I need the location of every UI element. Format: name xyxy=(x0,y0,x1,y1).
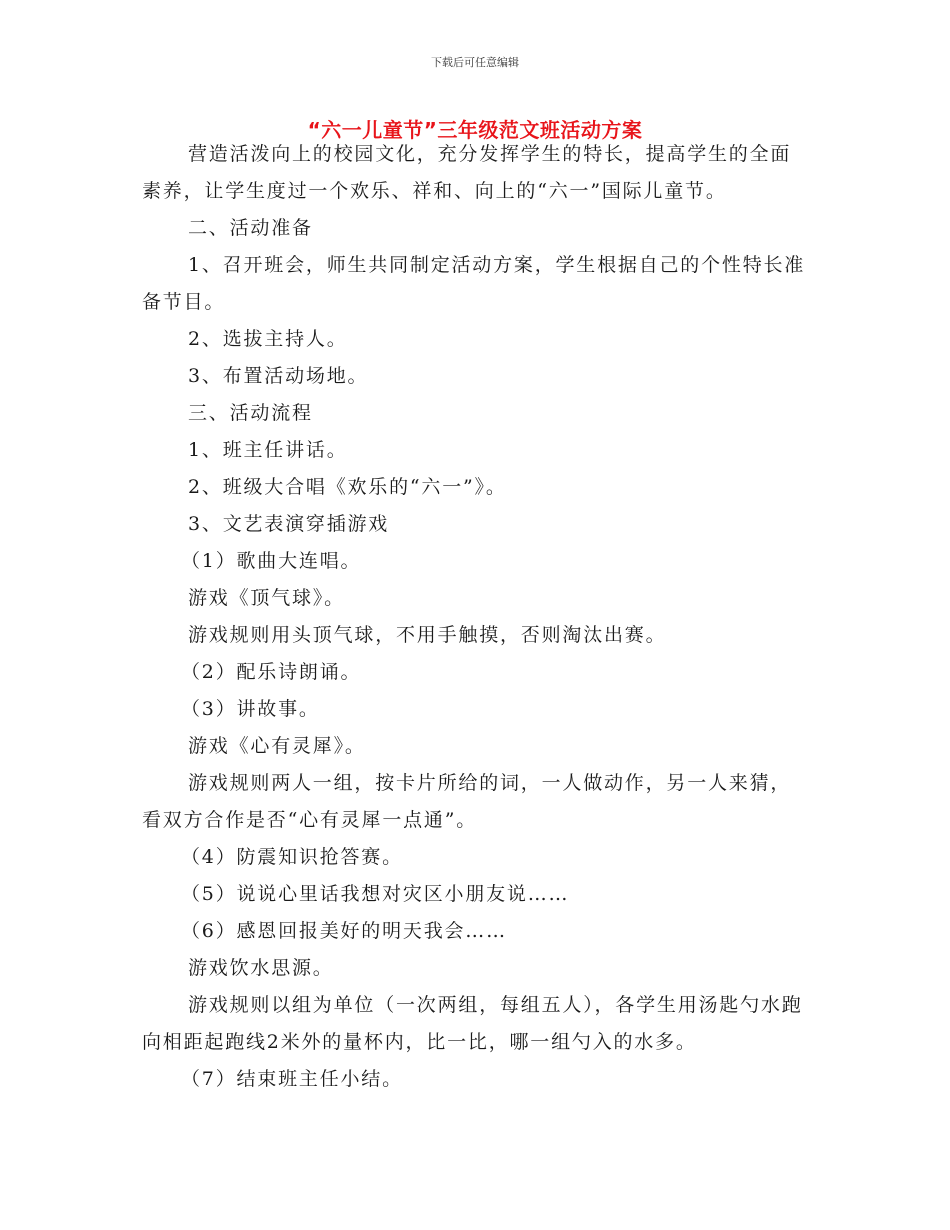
paragraph: 2、班级大合唱《欢乐的“六一”》。 xyxy=(188,476,507,498)
paragraph: （6）感恩回报美好的明天我会…… xyxy=(181,920,507,942)
paragraph: （1）歌曲大连唱。 xyxy=(181,550,362,572)
paragraph: （2）配乐诗朗诵。 xyxy=(181,661,362,683)
paragraph: 游戏《心有灵犀》。 xyxy=(188,735,366,757)
paragraph: （3）讲故事。 xyxy=(181,698,320,720)
paragraph: 3、文艺表演穿插游戏 xyxy=(188,513,390,535)
paragraph: 1、召开班会，师生共同制定活动方案，学生根据自己的个性特长准备节目。 xyxy=(142,254,806,313)
paragraph: 3、布置活动场地。 xyxy=(188,365,369,387)
document-title: “六一儿童节”三年级范文班活动方案 xyxy=(307,118,643,142)
paragraph: （4）防震知识抢答赛。 xyxy=(181,846,403,868)
paragraph: 游戏规则用头顶气球，不用手触摸，否则淘汰出赛。 xyxy=(188,624,667,646)
paragraph: （7）结束班主任小结。 xyxy=(181,1068,403,1090)
paragraph: 游戏规则两人一组，按卡片所给的词，一人做动作，另一人来猜，看双方合作是否“心有灵犀一点通”。 xyxy=(142,772,792,831)
paragraph: 营造活泼向上的校园文化，充分发挥学生的特长，提高学生的全面素养，让学生度过一个欢乐、祥和、向上的“六一”国际儿童节。 xyxy=(142,143,792,202)
paragraph: 游戏《顶气球》。 xyxy=(188,587,345,609)
paragraph: 二、活动准备 xyxy=(188,217,313,239)
paragraph: （5）说说心里话我想对灾区小朋友说…… xyxy=(181,883,570,905)
paragraph: 游戏饮水思源。 xyxy=(188,957,334,979)
paragraph: 2、选拔主持人。 xyxy=(188,328,348,350)
paragraph: 游戏规则以组为单位（一次两组，每组五人），各学生用汤匙勺水跑向相距起跑线2米外的量杯内，比一比，哪一组勺入的水多。 xyxy=(142,994,803,1053)
paragraph: 1、班主任讲话。 xyxy=(188,439,348,461)
document-body xyxy=(142,136,810,1098)
header-note: 下载后可任意编辑 xyxy=(431,56,519,69)
paragraph: 三、活动流程 xyxy=(188,402,313,424)
